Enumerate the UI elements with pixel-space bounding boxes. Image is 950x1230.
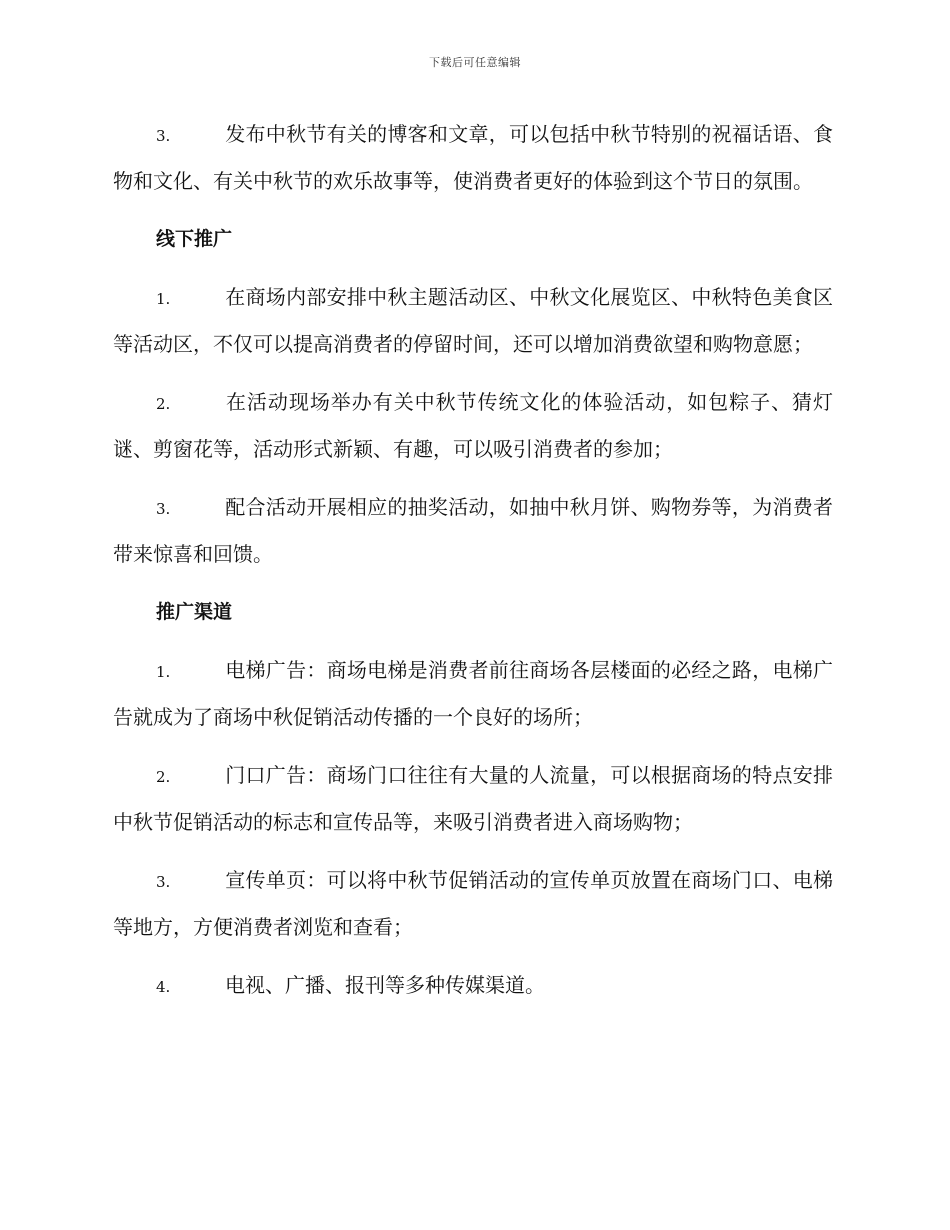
- item-text: 配合活动开展相应的抽奖活动，如抽中秋月饼、购物券等，为消费者带来惊喜和回馈。: [113, 495, 833, 566]
- page-header: 下载后可任意编辑: [429, 56, 521, 69]
- item-number: 4.: [156, 978, 171, 996]
- item-text: 电视、广播、报刊等多种传媒渠道。: [225, 973, 545, 997]
- list-item: [113, 858, 833, 950]
- item-text: 门口广告：商场门口往往有大量的人流量，可以根据商场的特点安排中秋节促销活动的标志和宣传品等，来吸引消费者进入商场购物；: [113, 763, 833, 834]
- item-text: 发布中秋节有关的博客和文章，可以包括中秋节特别的祝福话语、食物和文化、有关中秋节的欢乐故事等，使消费者更好的体验到这个节日的氛围。: [113, 122, 833, 193]
- item-number: 2.: [156, 395, 171, 413]
- section-heading-channels: 推广渠道: [156, 601, 233, 623]
- list-item: [113, 275, 833, 367]
- item-text: 在活动现场举办有关中秋节传统文化的体验活动，如包粽子、猜灯谜、剪窗花等，活动形式新颖、有趣，可以吸引消费者的参加；: [113, 390, 833, 461]
- document-body: [113, 112, 833, 1023]
- list-item: [113, 648, 833, 740]
- item-number: 3.: [156, 500, 171, 518]
- list-item: [113, 112, 833, 204]
- list-item: [113, 753, 833, 845]
- item-text: 宣传单页：可以将中秋节促销活动的宣传单页放置在商场门口、电梯等地方，方便消费者浏览和查看；: [113, 868, 833, 939]
- item-number: 3.: [156, 127, 171, 145]
- item-number: 3.: [156, 873, 171, 891]
- list-item: [113, 380, 833, 472]
- item-text: 在商场内部安排中秋主题活动区、中秋文化展览区、中秋特色美食区等活动区，不仅可以提高消费者的停留时间，还可以增加消费欲望和购物意愿；: [113, 285, 833, 356]
- item-number: 1.: [156, 663, 171, 681]
- item-number: 2.: [156, 768, 171, 786]
- item-number: 1.: [156, 290, 171, 308]
- section-heading-offline: 线下推广: [156, 228, 233, 250]
- list-item: [113, 963, 833, 1010]
- list-item: [113, 485, 833, 577]
- item-text: 电梯广告：商场电梯是消费者前往商场各层楼面的必经之路，电梯广告就成为了商场中秋促销活动传播的一个良好的场所；: [113, 658, 833, 729]
